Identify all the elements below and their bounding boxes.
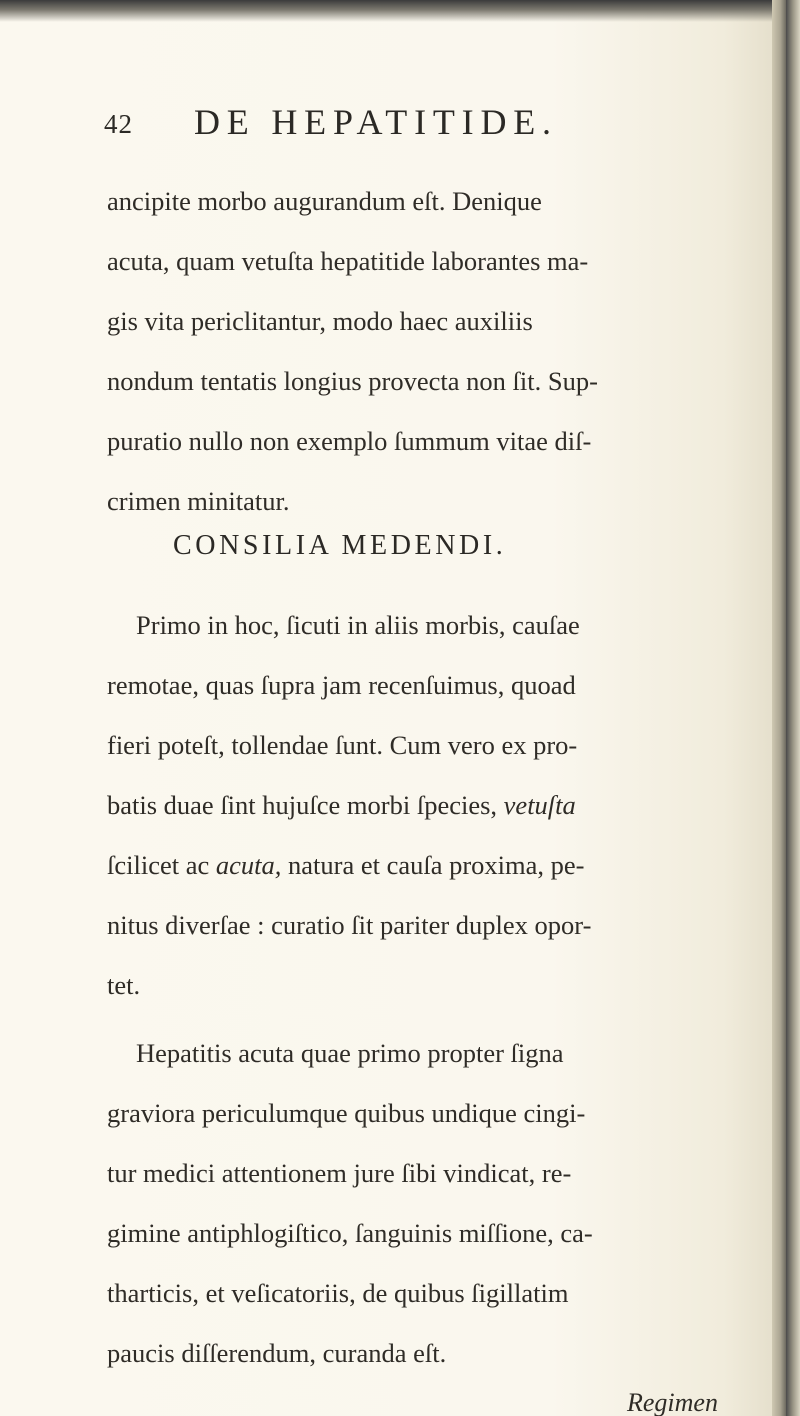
text-line: gis vita periclitantur, modo haec auxiliis [107,306,533,336]
page-number: 42 [104,109,133,139]
text-line: paucis diſſerendum, curanda eſt. [107,1338,447,1368]
text-line: gimine antiphlogiſtico, ſanguinis miſſione, ca- [107,1218,593,1248]
running-head [104,101,664,151]
text-line: Hepatitis acuta quae primo propter ſigna [136,1038,564,1068]
text-line: remotae, quas ſupra jam recenſuimus, quoad [107,670,576,700]
text-line: tharticis, et veſicatoriis, de quibus ſigillatim [107,1278,569,1308]
text-line: crimen minitatur. [107,486,290,516]
section-heading: CONSILIA MEDENDI. [173,530,507,561]
text-line: nitus diverſae : curatio ſit pariter duplex opor- [107,910,592,940]
italic-term-acuta: acuta, [215,850,282,880]
scan-top-shadow [0,0,786,22]
text-line-mixed [107,788,576,822]
text-line: puratio nullo non exemplo ſummum vitae diſ- [107,426,592,456]
text-line: nondum tentatis longius provecta non ſit. Sup- [107,366,598,396]
text-segment: ſcilicet ac [107,850,216,880]
text-line: tur medici attentionem jure ſibi vindicat, re- [107,1158,572,1188]
text-line-mixed [107,848,585,882]
catchword: Regimen [627,1388,718,1416]
text-line: fieri poteſt, tollendae ſunt. Cum vero ex pro- [107,730,578,760]
text-segment: natura et cauſa proxima, pe- [281,850,585,880]
text-line: tet. [107,970,141,1000]
text-line: Primo in hoc, ſicuti in aliis morbis, cauſae [136,610,580,640]
text-line: acuta, quam vetuſta hepatitide laborantes ma- [107,246,589,276]
page-gutter-shadow [772,0,786,1416]
text-line: ancipite morbo augurandum eſt. Denique [107,186,542,216]
text-line: graviora periculumque quibus undique cingi- [107,1098,586,1128]
text-segment: batis duae ſint hujuſce morbi ſpecies, [107,790,504,820]
book-spine-edge [786,0,800,1416]
running-title: DE HEPATITIDE. [194,102,558,142]
italic-term-vetusta: vetuſta [503,790,576,820]
